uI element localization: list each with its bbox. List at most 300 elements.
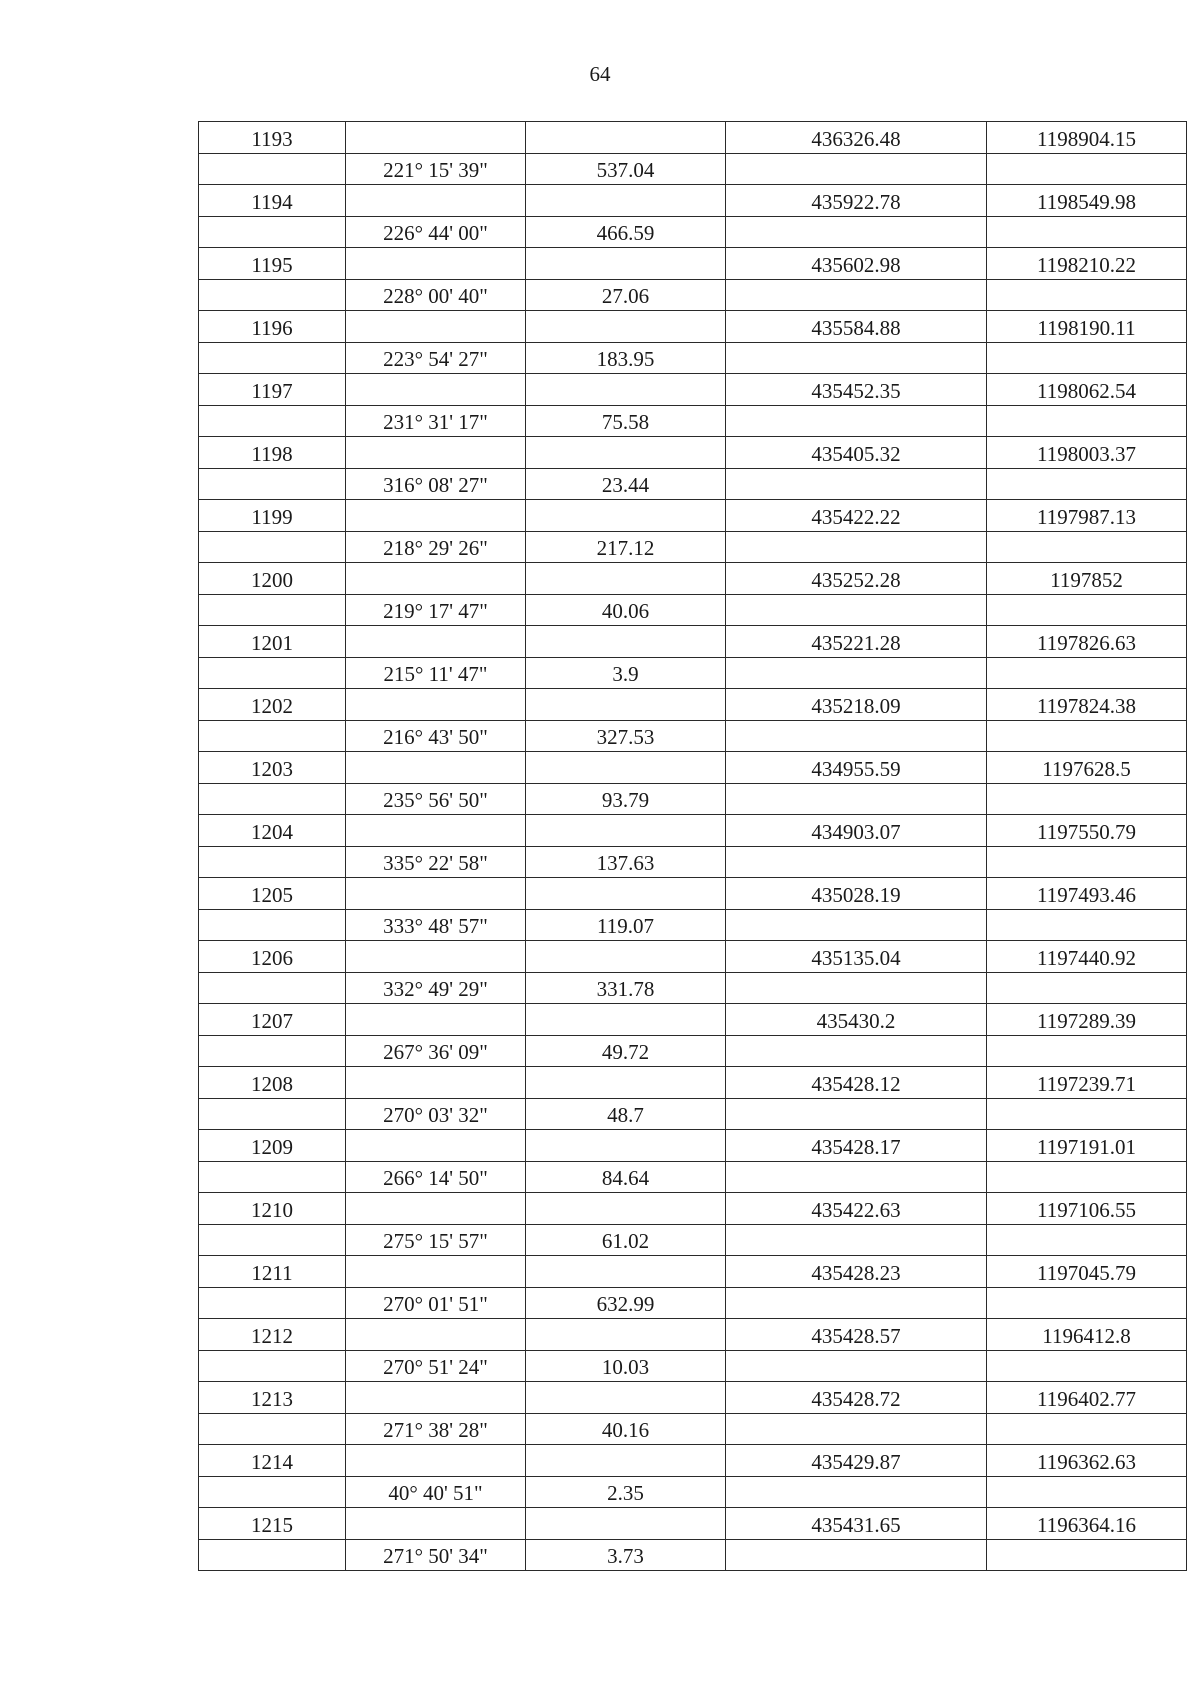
point-number xyxy=(199,626,346,658)
distance-cell xyxy=(526,185,726,217)
distance-cell xyxy=(526,1319,726,1351)
distance-cell xyxy=(526,1161,726,1193)
distance-cell xyxy=(526,1130,726,1162)
y-coordinate xyxy=(987,1319,1187,1351)
distance-cell xyxy=(526,1193,726,1225)
bearing-cell xyxy=(346,878,526,910)
point-row xyxy=(199,374,1187,406)
x-coordinate xyxy=(726,657,987,689)
y-coordinate-text: 1198190.11 xyxy=(1037,315,1136,340)
bearing-cell xyxy=(346,1035,526,1067)
y-coordinate-text: 1198904.15 xyxy=(1037,126,1136,151)
x-coordinate xyxy=(726,1004,987,1036)
point-row xyxy=(199,1445,1187,1477)
point-number-text: 1197 xyxy=(251,378,293,403)
bearing-cell xyxy=(346,153,526,185)
y-coordinate xyxy=(987,1256,1187,1288)
point-row xyxy=(199,311,1187,343)
point-number xyxy=(199,909,346,941)
y-coordinate xyxy=(987,689,1187,721)
bearing-cell-text: 267° 36' 09" xyxy=(383,1040,488,1064)
segment-row xyxy=(199,1161,1187,1193)
point-number-text: 1198 xyxy=(251,441,293,466)
x-coordinate xyxy=(726,1382,987,1414)
point-number xyxy=(199,437,346,469)
x-coordinate-text: 435422.22 xyxy=(811,504,901,529)
distance-cell xyxy=(526,752,726,784)
point-row xyxy=(199,878,1187,910)
y-coordinate xyxy=(987,279,1187,311)
distance-cell xyxy=(526,468,726,500)
distance-cell-text: 93.79 xyxy=(601,788,650,812)
x-coordinate xyxy=(726,342,987,374)
x-coordinate xyxy=(726,1287,987,1319)
bearing-cell xyxy=(346,815,526,847)
segment-row xyxy=(199,1539,1187,1571)
x-coordinate xyxy=(726,815,987,847)
y-coordinate xyxy=(987,972,1187,1004)
y-coordinate xyxy=(987,878,1187,910)
bearing-cell-text: 223° 54' 27" xyxy=(383,347,488,371)
point-number-text: 1194 xyxy=(251,189,293,214)
distance-cell-text: 23.44 xyxy=(601,473,650,497)
x-coordinate xyxy=(726,1476,987,1508)
point-row xyxy=(199,689,1187,721)
segment-row xyxy=(199,342,1187,374)
distance-cell-text: 48.7 xyxy=(607,1103,644,1127)
bearing-cell-text: 332° 49' 29" xyxy=(383,977,488,1001)
bearing-cell-text: 40° 40' 51" xyxy=(388,1481,483,1505)
bearing-cell xyxy=(346,752,526,784)
x-coordinate-text: 435422.63 xyxy=(811,1197,901,1222)
y-coordinate xyxy=(987,1413,1187,1445)
distance-cell xyxy=(526,1035,726,1067)
distance-cell xyxy=(526,1098,726,1130)
bearing-cell-text: 271° 50' 34" xyxy=(383,1544,488,1568)
distance-cell xyxy=(526,279,726,311)
y-coordinate xyxy=(987,500,1187,532)
distance-cell xyxy=(526,1508,726,1540)
bearing-cell xyxy=(346,1224,526,1256)
point-row xyxy=(199,941,1187,973)
point-number xyxy=(199,531,346,563)
y-coordinate-text: 1198549.98 xyxy=(1037,189,1136,214)
y-coordinate-text: 1197852 xyxy=(1050,567,1123,592)
bearing-cell xyxy=(346,279,526,311)
bearing-cell xyxy=(346,909,526,941)
x-coordinate xyxy=(726,248,987,280)
x-coordinate xyxy=(726,122,987,154)
x-coordinate-text: 434955.59 xyxy=(811,756,901,781)
point-number xyxy=(199,1098,346,1130)
y-coordinate-text: 1197826.63 xyxy=(1037,630,1136,655)
distance-cell xyxy=(526,972,726,1004)
point-number xyxy=(199,878,346,910)
y-coordinate xyxy=(987,1350,1187,1382)
bearing-cell xyxy=(346,1256,526,1288)
point-number xyxy=(199,311,346,343)
distance-cell xyxy=(526,1067,726,1099)
x-coordinate-text: 435428.72 xyxy=(811,1386,901,1411)
point-number xyxy=(199,594,346,626)
point-number-text: 1214 xyxy=(251,1449,293,1474)
point-number-text: 1201 xyxy=(251,630,293,655)
bearing-cell xyxy=(346,1130,526,1162)
point-number xyxy=(199,720,346,752)
bearing-cell-text: 216° 43' 50" xyxy=(383,725,488,749)
segment-row xyxy=(199,594,1187,626)
y-coordinate xyxy=(987,594,1187,626)
x-coordinate xyxy=(726,1130,987,1162)
segment-row xyxy=(199,1476,1187,1508)
distance-cell-text: 137.63 xyxy=(596,851,655,875)
point-number-text: 1202 xyxy=(251,693,293,718)
y-coordinate-text: 1197493.46 xyxy=(1037,882,1136,907)
distance-cell-text: 75.58 xyxy=(601,410,650,434)
y-coordinate-text: 1197987.13 xyxy=(1037,504,1136,529)
x-coordinate-text: 435135.04 xyxy=(811,945,901,970)
x-coordinate xyxy=(726,909,987,941)
point-number-text: 1207 xyxy=(251,1008,293,1033)
x-coordinate-text: 435428.57 xyxy=(811,1323,901,1348)
x-coordinate-text: 435428.12 xyxy=(811,1071,901,1096)
x-coordinate xyxy=(726,374,987,406)
bearing-cell xyxy=(346,846,526,878)
distance-cell xyxy=(526,1287,726,1319)
distance-cell-text: 537.04 xyxy=(596,158,655,182)
bearing-cell-text: 270° 01' 51" xyxy=(383,1292,488,1316)
distance-cell xyxy=(526,248,726,280)
bearing-cell xyxy=(346,563,526,595)
point-number-text: 1210 xyxy=(251,1197,293,1222)
y-coordinate xyxy=(987,437,1187,469)
bearing-cell xyxy=(346,1539,526,1571)
y-coordinate-text: 1196364.16 xyxy=(1037,1512,1136,1537)
x-coordinate-text: 435405.32 xyxy=(811,441,901,466)
y-coordinate xyxy=(987,248,1187,280)
point-number xyxy=(199,1413,346,1445)
y-coordinate-text: 1197106.55 xyxy=(1037,1197,1136,1222)
x-coordinate xyxy=(726,185,987,217)
bearing-cell xyxy=(346,468,526,500)
y-coordinate-text: 1197824.38 xyxy=(1037,693,1136,718)
x-coordinate xyxy=(726,1350,987,1382)
point-number-text: 1205 xyxy=(251,882,293,907)
distance-cell xyxy=(526,1224,726,1256)
bearing-cell xyxy=(346,500,526,532)
y-coordinate xyxy=(987,1067,1187,1099)
y-coordinate xyxy=(987,311,1187,343)
bearing-cell-text: 228° 00' 40" xyxy=(383,284,488,308)
x-coordinate xyxy=(726,311,987,343)
bearing-cell-text: 270° 03' 32" xyxy=(383,1103,488,1127)
y-coordinate-text: 1196362.63 xyxy=(1037,1449,1136,1474)
y-coordinate xyxy=(987,1161,1187,1193)
point-number xyxy=(199,248,346,280)
distance-cell xyxy=(526,216,726,248)
x-coordinate xyxy=(726,437,987,469)
segment-row xyxy=(199,657,1187,689)
point-number xyxy=(199,500,346,532)
y-coordinate xyxy=(987,405,1187,437)
point-number-text: 1203 xyxy=(251,756,293,781)
point-number-text: 1193 xyxy=(251,126,293,151)
point-number xyxy=(199,405,346,437)
bearing-cell-text: 335° 22' 58" xyxy=(383,851,488,875)
bearing-cell xyxy=(346,1382,526,1414)
x-coordinate-text: 435428.17 xyxy=(811,1134,901,1159)
bearing-cell xyxy=(346,689,526,721)
bearing-cell xyxy=(346,185,526,217)
y-coordinate-text: 1197289.39 xyxy=(1037,1008,1136,1033)
x-coordinate xyxy=(726,1445,987,1477)
y-coordinate xyxy=(987,1382,1187,1414)
distance-cell-text: 466.59 xyxy=(596,221,655,245)
y-coordinate xyxy=(987,185,1187,217)
point-number xyxy=(199,1224,346,1256)
x-coordinate-text: 435430.2 xyxy=(816,1008,896,1033)
distance-cell xyxy=(526,783,726,815)
x-coordinate xyxy=(726,1319,987,1351)
distance-cell xyxy=(526,909,726,941)
distance-cell-text: 40.16 xyxy=(601,1418,650,1442)
x-coordinate xyxy=(726,941,987,973)
bearing-cell xyxy=(346,1413,526,1445)
point-number xyxy=(199,374,346,406)
bearing-cell xyxy=(346,720,526,752)
y-coordinate xyxy=(987,342,1187,374)
point-row xyxy=(199,1067,1187,1099)
distance-cell-text: 183.95 xyxy=(596,347,655,371)
segment-row xyxy=(199,1350,1187,1382)
point-row xyxy=(199,500,1187,532)
bearing-cell xyxy=(346,122,526,154)
bearing-cell xyxy=(346,342,526,374)
bearing-cell-text: 271° 38' 28" xyxy=(383,1418,488,1442)
distance-cell xyxy=(526,626,726,658)
distance-cell-text: 217.12 xyxy=(596,536,655,560)
distance-cell xyxy=(526,153,726,185)
segment-row xyxy=(199,531,1187,563)
segment-row xyxy=(199,153,1187,185)
point-number-text: 1215 xyxy=(251,1512,293,1537)
bearing-cell-text: 275° 15' 57" xyxy=(383,1229,488,1253)
y-coordinate xyxy=(987,783,1187,815)
bearing-cell xyxy=(346,1067,526,1099)
point-row xyxy=(199,1256,1187,1288)
x-coordinate xyxy=(726,1508,987,1540)
distance-cell-text: 84.64 xyxy=(601,1166,650,1190)
distance-cell xyxy=(526,846,726,878)
point-number-text: 1196 xyxy=(251,315,293,340)
y-coordinate-text: 1198062.54 xyxy=(1037,378,1136,403)
y-coordinate xyxy=(987,657,1187,689)
bearing-cell xyxy=(346,941,526,973)
distance-cell xyxy=(526,689,726,721)
point-row xyxy=(199,1130,1187,1162)
segment-row xyxy=(199,1098,1187,1130)
distance-cell-text: 331.78 xyxy=(596,977,655,1001)
y-coordinate xyxy=(987,909,1187,941)
distance-cell-text: 3.9 xyxy=(612,662,639,686)
segment-row xyxy=(199,783,1187,815)
y-coordinate xyxy=(987,468,1187,500)
point-number-text: 1195 xyxy=(251,252,293,277)
distance-cell xyxy=(526,1445,726,1477)
y-coordinate-text: 1197440.92 xyxy=(1037,945,1136,970)
x-coordinate-text: 435602.98 xyxy=(811,252,901,277)
distance-cell xyxy=(526,437,726,469)
y-coordinate-text: 1197550.79 xyxy=(1037,819,1136,844)
point-number xyxy=(199,185,346,217)
distance-cell xyxy=(526,500,726,532)
bearing-cell-text: 266° 14' 50" xyxy=(383,1166,488,1190)
point-number xyxy=(199,1193,346,1225)
bearing-cell xyxy=(346,1319,526,1351)
segment-row xyxy=(199,405,1187,437)
y-coordinate xyxy=(987,1476,1187,1508)
coordinate-table-body xyxy=(199,122,1187,1571)
y-coordinate xyxy=(987,846,1187,878)
bearing-cell xyxy=(346,1445,526,1477)
x-coordinate-text: 435429.87 xyxy=(811,1449,901,1474)
distance-cell xyxy=(526,122,726,154)
bearing-cell xyxy=(346,1350,526,1382)
distance-cell xyxy=(526,374,726,406)
point-number xyxy=(199,122,346,154)
distance-cell-text: 61.02 xyxy=(601,1229,650,1253)
point-number xyxy=(199,846,346,878)
y-coordinate xyxy=(987,815,1187,847)
x-coordinate xyxy=(726,1413,987,1445)
distance-cell xyxy=(526,1476,726,1508)
x-coordinate xyxy=(726,720,987,752)
point-row xyxy=(199,1004,1187,1036)
point-number xyxy=(199,1445,346,1477)
point-number-text: 1211 xyxy=(251,1260,293,1285)
point-number xyxy=(199,1067,346,1099)
bearing-cell-text: 218° 29' 26" xyxy=(383,536,488,560)
x-coordinate xyxy=(726,1035,987,1067)
point-row xyxy=(199,626,1187,658)
distance-cell xyxy=(526,878,726,910)
point-number xyxy=(199,1508,346,1540)
point-number xyxy=(199,941,346,973)
x-coordinate xyxy=(726,468,987,500)
distance-cell-text: 27.06 xyxy=(601,284,650,308)
x-coordinate xyxy=(726,1098,987,1130)
y-coordinate-text: 1197628.5 xyxy=(1042,756,1131,781)
distance-cell xyxy=(526,1256,726,1288)
y-coordinate xyxy=(987,1098,1187,1130)
point-number xyxy=(199,1287,346,1319)
point-number xyxy=(199,752,346,784)
bearing-cell xyxy=(346,248,526,280)
point-number xyxy=(199,1319,346,1351)
segment-row xyxy=(199,1287,1187,1319)
point-number xyxy=(199,563,346,595)
y-coordinate-text: 1198210.22 xyxy=(1037,252,1136,277)
x-coordinate xyxy=(726,216,987,248)
coordinate-table xyxy=(198,121,1187,1571)
distance-cell-text: 10.03 xyxy=(601,1355,650,1379)
bearing-cell xyxy=(346,1161,526,1193)
point-row xyxy=(199,752,1187,784)
x-coordinate-text: 435452.35 xyxy=(811,378,901,403)
distance-cell xyxy=(526,1413,726,1445)
point-number xyxy=(199,1130,346,1162)
point-number xyxy=(199,1004,346,1036)
y-coordinate xyxy=(987,1224,1187,1256)
x-coordinate-text: 435428.23 xyxy=(811,1260,901,1285)
bearing-cell xyxy=(346,1476,526,1508)
bearing-cell xyxy=(346,972,526,1004)
bearing-cell-text: 333° 48' 57" xyxy=(383,914,488,938)
point-number-text: 1212 xyxy=(251,1323,293,1348)
bearing-cell xyxy=(346,1287,526,1319)
y-coordinate xyxy=(987,1193,1187,1225)
distance-cell-text: 49.72 xyxy=(601,1040,650,1064)
point-number-text: 1204 xyxy=(251,819,293,844)
x-coordinate xyxy=(726,563,987,595)
distance-cell xyxy=(526,405,726,437)
point-row xyxy=(199,1508,1187,1540)
point-number xyxy=(199,783,346,815)
point-number-text: 1208 xyxy=(251,1071,293,1096)
distance-cell xyxy=(526,311,726,343)
segment-row xyxy=(199,720,1187,752)
point-number-text: 1199 xyxy=(251,504,293,529)
y-coordinate xyxy=(987,122,1187,154)
point-number-text: 1206 xyxy=(251,945,293,970)
point-number-text: 1209 xyxy=(251,1134,293,1159)
y-coordinate-text: 1196402.77 xyxy=(1037,1386,1136,1411)
bearing-cell xyxy=(346,626,526,658)
bearing-cell-text: 219° 17' 47" xyxy=(383,599,488,623)
y-coordinate xyxy=(987,941,1187,973)
point-number xyxy=(199,1350,346,1382)
x-coordinate xyxy=(726,1067,987,1099)
segment-row xyxy=(199,909,1187,941)
distance-cell xyxy=(526,1004,726,1036)
distance-cell-text: 40.06 xyxy=(601,599,650,623)
bearing-cell-text: 235° 56' 50" xyxy=(383,788,488,812)
point-number xyxy=(199,657,346,689)
bearing-cell-text: 270° 51' 24" xyxy=(383,1355,488,1379)
bearing-cell-text: 221° 15' 39" xyxy=(383,158,488,182)
distance-cell xyxy=(526,563,726,595)
distance-cell xyxy=(526,342,726,374)
bearing-cell-text: 215° 11' 47" xyxy=(383,662,488,686)
point-number xyxy=(199,1382,346,1414)
bearing-cell xyxy=(346,1508,526,1540)
y-coordinate xyxy=(987,626,1187,658)
x-coordinate xyxy=(726,846,987,878)
bearing-cell xyxy=(346,374,526,406)
y-coordinate xyxy=(987,374,1187,406)
point-number xyxy=(199,1161,346,1193)
bearing-cell-text: 316° 08' 27" xyxy=(383,473,488,497)
segment-row xyxy=(199,1224,1187,1256)
y-coordinate xyxy=(987,153,1187,185)
distance-cell xyxy=(526,815,726,847)
point-number xyxy=(199,1539,346,1571)
point-number xyxy=(199,468,346,500)
x-coordinate-text: 435221.28 xyxy=(811,630,901,655)
point-row xyxy=(199,437,1187,469)
x-coordinate xyxy=(726,1256,987,1288)
x-coordinate xyxy=(726,1539,987,1571)
